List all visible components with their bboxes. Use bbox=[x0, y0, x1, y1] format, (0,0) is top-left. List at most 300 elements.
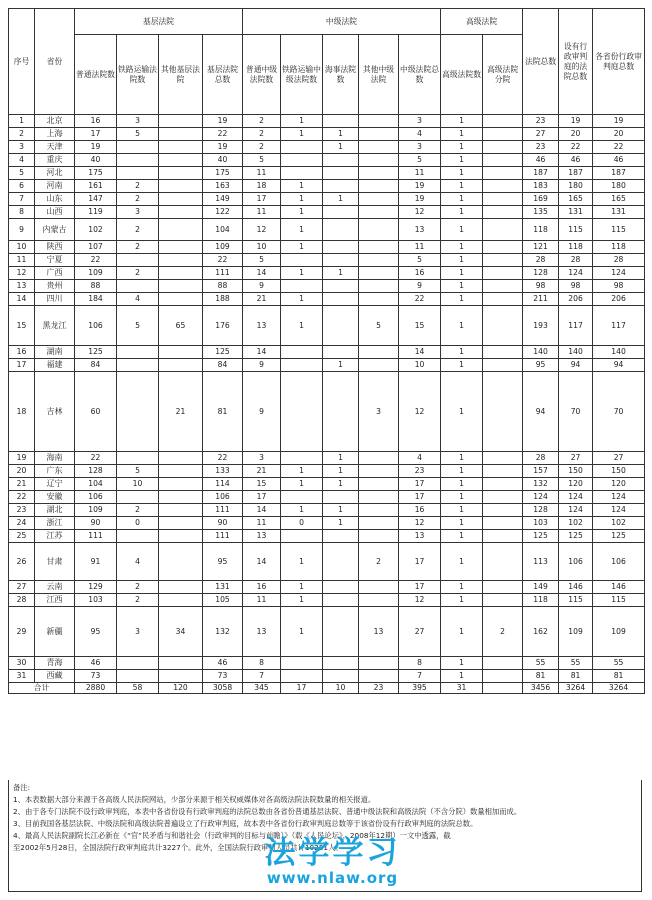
table-cell bbox=[483, 491, 523, 504]
table-cell: 124 bbox=[559, 267, 593, 280]
table-cell: 1 bbox=[281, 478, 323, 491]
total-cell: 3264 bbox=[593, 683, 645, 694]
table-cell: 14 bbox=[243, 267, 281, 280]
table-cell: 22 bbox=[203, 128, 243, 141]
table-cell: 15 bbox=[243, 478, 281, 491]
table-cell: 14 bbox=[243, 543, 281, 581]
table-cell: 180 bbox=[559, 180, 593, 193]
table-cell: 1 bbox=[323, 267, 359, 280]
province-cell: 上海 bbox=[35, 128, 75, 141]
total-cell: 10 bbox=[323, 683, 359, 694]
province-cell: 辽宁 bbox=[35, 478, 75, 491]
table-cell: 1 bbox=[441, 293, 483, 306]
table-cell: 8 bbox=[243, 657, 281, 670]
table-cell bbox=[159, 280, 203, 293]
table-cell: 124 bbox=[593, 267, 645, 280]
watermark-title: 法学学习 bbox=[264, 835, 401, 871]
table-row bbox=[9, 280, 645, 293]
table-cell: 84 bbox=[203, 359, 243, 372]
table-cell bbox=[281, 530, 323, 543]
table-cell: 11 bbox=[243, 594, 281, 607]
table-cell: 5 bbox=[117, 306, 159, 346]
table-cell bbox=[483, 293, 523, 306]
table-cell: 165 bbox=[559, 193, 593, 206]
table-cell: 150 bbox=[559, 465, 593, 478]
table-cell bbox=[483, 280, 523, 293]
table-cell bbox=[159, 128, 203, 141]
col-header-basic-other: 其他基层法院 bbox=[159, 35, 203, 115]
table-cell: 3 bbox=[399, 115, 441, 128]
table-cell: 104 bbox=[75, 478, 117, 491]
province-cell: 山西 bbox=[35, 206, 75, 219]
table-cell: 1 bbox=[281, 504, 323, 517]
table-cell: 22 bbox=[203, 452, 243, 465]
table-cell: 14 bbox=[399, 346, 441, 359]
table-cell bbox=[483, 115, 523, 128]
table-cell: 2 bbox=[243, 128, 281, 141]
table-cell: 1 bbox=[441, 167, 483, 180]
province-cell: 甘肃 bbox=[35, 543, 75, 581]
table-cell: 157 bbox=[523, 465, 559, 478]
table-cell: 125 bbox=[559, 530, 593, 543]
table-cell: 65 bbox=[159, 306, 203, 346]
table-cell: 11 bbox=[399, 167, 441, 180]
table-cell: 0 bbox=[117, 517, 159, 530]
table-cell: 1 bbox=[441, 193, 483, 206]
table-cell bbox=[483, 154, 523, 167]
table-cell: 21 bbox=[243, 465, 281, 478]
table-cell: 13 bbox=[243, 530, 281, 543]
table-cell bbox=[117, 452, 159, 465]
table-cell: 13 bbox=[359, 607, 399, 657]
table-cell: 27 bbox=[399, 607, 441, 657]
table-cell: 20 bbox=[593, 128, 645, 141]
table-cell: 14 bbox=[243, 504, 281, 517]
table-cell: 81 bbox=[559, 670, 593, 683]
table-cell: 149 bbox=[203, 193, 243, 206]
table-cell bbox=[159, 193, 203, 206]
table-cell: 162 bbox=[523, 607, 559, 657]
col-header-inter-total: 中级法院总数 bbox=[399, 35, 441, 115]
table-cell bbox=[359, 154, 399, 167]
table-cell: 5 bbox=[243, 254, 281, 267]
table-cell: 1 bbox=[323, 141, 359, 154]
row-number-cell: 12 bbox=[9, 267, 35, 280]
table-cell: 55 bbox=[559, 657, 593, 670]
table-cell: 2 bbox=[243, 141, 281, 154]
table-cell: 119 bbox=[75, 206, 117, 219]
table-cell: 28 bbox=[523, 452, 559, 465]
table-cell: 165 bbox=[593, 193, 645, 206]
table-cell: 1 bbox=[441, 280, 483, 293]
table-cell: 111 bbox=[203, 504, 243, 517]
table-cell: 1 bbox=[323, 465, 359, 478]
row-number-cell: 5 bbox=[9, 167, 35, 180]
total-cell bbox=[483, 683, 523, 694]
total-cell: 31 bbox=[441, 683, 483, 694]
table-cell bbox=[359, 517, 399, 530]
table-cell bbox=[159, 594, 203, 607]
col-header-high-count: 高级法院数 bbox=[441, 35, 483, 115]
table-cell: 149 bbox=[523, 581, 559, 594]
table-row bbox=[9, 254, 645, 267]
table-cell: 124 bbox=[523, 491, 559, 504]
table-cell bbox=[323, 670, 359, 683]
table-cell: 95 bbox=[523, 359, 559, 372]
table-cell: 70 bbox=[559, 372, 593, 452]
table-cell: 1 bbox=[441, 581, 483, 594]
row-number-cell: 4 bbox=[9, 154, 35, 167]
table-cell: 1 bbox=[441, 657, 483, 670]
table-cell bbox=[359, 128, 399, 141]
row-number-cell: 3 bbox=[9, 141, 35, 154]
table-cell: 1 bbox=[281, 219, 323, 241]
table-cell bbox=[359, 346, 399, 359]
table-cell bbox=[323, 306, 359, 346]
table-cell: 28 bbox=[523, 254, 559, 267]
table-cell: 19 bbox=[75, 141, 117, 154]
table-cell bbox=[281, 141, 323, 154]
table-cell bbox=[281, 280, 323, 293]
table-cell: 175 bbox=[203, 167, 243, 180]
table-cell bbox=[323, 491, 359, 504]
table-row bbox=[9, 581, 645, 594]
table-cell: 1 bbox=[441, 670, 483, 683]
col-header-province: 省份 bbox=[35, 9, 75, 115]
table-cell: 1 bbox=[441, 372, 483, 452]
table-cell bbox=[117, 346, 159, 359]
table-cell: 183 bbox=[523, 180, 559, 193]
table-cell: 128 bbox=[523, 504, 559, 517]
col-header-court-total: 法院总数 bbox=[523, 9, 559, 115]
table-cell: 8 bbox=[399, 657, 441, 670]
table-cell: 140 bbox=[593, 346, 645, 359]
table-cell: 18 bbox=[243, 180, 281, 193]
table-cell bbox=[323, 543, 359, 581]
total-cell: 2880 bbox=[75, 683, 117, 694]
row-number-cell: 14 bbox=[9, 293, 35, 306]
table-row bbox=[9, 206, 645, 219]
table-cell: 90 bbox=[75, 517, 117, 530]
table-cell: 1 bbox=[441, 128, 483, 141]
table-cell bbox=[359, 465, 399, 478]
table-cell bbox=[359, 280, 399, 293]
table-cell bbox=[281, 670, 323, 683]
court-count-table bbox=[8, 8, 645, 694]
table-cell bbox=[483, 219, 523, 241]
table-cell: 125 bbox=[523, 530, 559, 543]
table-cell: 140 bbox=[559, 346, 593, 359]
table-cell bbox=[483, 346, 523, 359]
row-number-cell: 29 bbox=[9, 607, 35, 657]
table-cell bbox=[117, 167, 159, 180]
province-cell: 江西 bbox=[35, 594, 75, 607]
table-cell: 103 bbox=[523, 517, 559, 530]
row-number-cell: 16 bbox=[9, 346, 35, 359]
table-cell bbox=[159, 581, 203, 594]
table-cell: 3 bbox=[117, 206, 159, 219]
table-cell: 120 bbox=[593, 478, 645, 491]
table-cell: 5 bbox=[117, 128, 159, 141]
table-row bbox=[9, 478, 645, 491]
table-cell: 1 bbox=[441, 306, 483, 346]
table-cell: 1 bbox=[323, 517, 359, 530]
province-cell: 广西 bbox=[35, 267, 75, 280]
table-cell bbox=[117, 372, 159, 452]
table-cell: 122 bbox=[203, 206, 243, 219]
table-cell: 132 bbox=[203, 607, 243, 657]
total-cell: 3264 bbox=[559, 683, 593, 694]
table-cell: 124 bbox=[559, 504, 593, 517]
table-cell: 19 bbox=[399, 193, 441, 206]
table-cell bbox=[483, 241, 523, 254]
table-cell: 111 bbox=[75, 530, 117, 543]
table-cell: 102 bbox=[75, 219, 117, 241]
col-header-admin-courts: 设有行政审判庭的法院总数 bbox=[559, 9, 593, 115]
table-cell: 2 bbox=[117, 267, 159, 280]
table-cell bbox=[483, 372, 523, 452]
group-header-basic: 基层法院 bbox=[75, 9, 243, 35]
table-cell: 4 bbox=[399, 128, 441, 141]
table-row bbox=[9, 504, 645, 517]
table-cell: 1 bbox=[281, 128, 323, 141]
table-row bbox=[9, 517, 645, 530]
table-cell: 1 bbox=[441, 267, 483, 280]
table-cell: 146 bbox=[559, 581, 593, 594]
table-cell: 2 bbox=[117, 504, 159, 517]
table-cell bbox=[359, 206, 399, 219]
table-cell bbox=[159, 530, 203, 543]
table-cell: 1 bbox=[441, 504, 483, 517]
table-cell bbox=[483, 128, 523, 141]
table-cell: 28 bbox=[593, 254, 645, 267]
table-cell bbox=[117, 657, 159, 670]
table-row bbox=[9, 306, 645, 346]
table-cell bbox=[159, 504, 203, 517]
court-statistics-sheet bbox=[8, 8, 644, 694]
table-cell: 22 bbox=[75, 452, 117, 465]
col-header-inter-other: 其他中级法院 bbox=[359, 35, 399, 115]
table-cell: 1 bbox=[281, 594, 323, 607]
table-cell bbox=[483, 478, 523, 491]
table-cell bbox=[359, 141, 399, 154]
table-cell: 23 bbox=[523, 141, 559, 154]
table-row bbox=[9, 543, 645, 581]
table-cell bbox=[359, 670, 399, 683]
table-cell: 124 bbox=[593, 491, 645, 504]
table-cell bbox=[483, 465, 523, 478]
table-cell: 73 bbox=[75, 670, 117, 683]
table-row bbox=[9, 372, 645, 452]
table-cell: 21 bbox=[159, 372, 203, 452]
table-cell: 1 bbox=[281, 180, 323, 193]
table-cell: 2 bbox=[117, 180, 159, 193]
row-number-cell: 28 bbox=[9, 594, 35, 607]
table-cell: 102 bbox=[559, 517, 593, 530]
table-cell: 11 bbox=[243, 206, 281, 219]
table-cell: 91 bbox=[75, 543, 117, 581]
table-cell: 46 bbox=[203, 657, 243, 670]
table-cell: 121 bbox=[523, 241, 559, 254]
table-cell bbox=[159, 206, 203, 219]
table-cell: 175 bbox=[75, 167, 117, 180]
table-cell: 16 bbox=[399, 267, 441, 280]
table-cell: 104 bbox=[203, 219, 243, 241]
group-header-high: 高级法院 bbox=[441, 9, 523, 35]
table-cell: 1 bbox=[281, 241, 323, 254]
province-cell: 山东 bbox=[35, 193, 75, 206]
row-number-cell: 24 bbox=[9, 517, 35, 530]
table-cell: 124 bbox=[559, 491, 593, 504]
col-header-no: 序号 bbox=[9, 9, 35, 115]
watermark-logo bbox=[260, 836, 405, 886]
table-cell: 1 bbox=[441, 543, 483, 581]
table-cell: 193 bbox=[523, 306, 559, 346]
table-cell: 124 bbox=[593, 504, 645, 517]
table-cell bbox=[359, 241, 399, 254]
table-cell bbox=[483, 206, 523, 219]
table-cell: 21 bbox=[243, 293, 281, 306]
table-cell: 2 bbox=[117, 193, 159, 206]
table-cell: 19 bbox=[399, 180, 441, 193]
table-cell bbox=[483, 193, 523, 206]
table-cell: 188 bbox=[203, 293, 243, 306]
row-number-cell: 27 bbox=[9, 581, 35, 594]
table-cell bbox=[359, 359, 399, 372]
table-cell bbox=[323, 206, 359, 219]
table-cell: 1 bbox=[281, 607, 323, 657]
table-cell: 11 bbox=[243, 167, 281, 180]
table-cell bbox=[483, 141, 523, 154]
table-cell: 27 bbox=[559, 452, 593, 465]
table-cell: 2 bbox=[483, 607, 523, 657]
table-cell bbox=[281, 491, 323, 504]
province-cell: 黑龙江 bbox=[35, 306, 75, 346]
province-cell: 陕西 bbox=[35, 241, 75, 254]
table-cell bbox=[359, 180, 399, 193]
table-cell: 17 bbox=[243, 491, 281, 504]
table-cell: 17 bbox=[399, 581, 441, 594]
province-cell: 河南 bbox=[35, 180, 75, 193]
table-cell: 113 bbox=[523, 543, 559, 581]
province-cell: 云南 bbox=[35, 581, 75, 594]
table-cell: 2 bbox=[117, 241, 159, 254]
total-label: 合计 bbox=[9, 683, 75, 694]
table-cell: 13 bbox=[243, 306, 281, 346]
table-cell: 150 bbox=[593, 465, 645, 478]
notes-heading: 备注: bbox=[13, 783, 31, 792]
table-cell: 106 bbox=[75, 306, 117, 346]
table-cell: 1 bbox=[441, 241, 483, 254]
table-cell: 1 bbox=[441, 219, 483, 241]
table-cell: 81 bbox=[593, 670, 645, 683]
table-cell: 94 bbox=[593, 359, 645, 372]
col-header-basic-railway: 铁路运输法院数 bbox=[117, 35, 159, 115]
province-cell: 湖南 bbox=[35, 346, 75, 359]
table-row bbox=[9, 154, 645, 167]
table-cell: 1 bbox=[441, 607, 483, 657]
row-number-cell: 26 bbox=[9, 543, 35, 581]
table-cell bbox=[483, 517, 523, 530]
table-cell bbox=[483, 254, 523, 267]
table-cell bbox=[117, 280, 159, 293]
table-cell bbox=[117, 141, 159, 154]
table-cell: 90 bbox=[203, 517, 243, 530]
table-cell: 131 bbox=[203, 581, 243, 594]
table-cell: 1 bbox=[441, 115, 483, 128]
table-cell bbox=[281, 372, 323, 452]
table-cell bbox=[359, 452, 399, 465]
table-cell: 28 bbox=[559, 254, 593, 267]
table-cell: 163 bbox=[203, 180, 243, 193]
table-row bbox=[9, 452, 645, 465]
table-cell bbox=[323, 657, 359, 670]
table-cell: 40 bbox=[75, 154, 117, 167]
table-cell bbox=[323, 530, 359, 543]
table-cell: 115 bbox=[593, 219, 645, 241]
table-cell: 46 bbox=[559, 154, 593, 167]
table-cell: 46 bbox=[75, 657, 117, 670]
table-cell bbox=[359, 491, 399, 504]
table-cell: 98 bbox=[593, 280, 645, 293]
table-cell: 81 bbox=[203, 372, 243, 452]
row-number-cell: 21 bbox=[9, 478, 35, 491]
table-cell bbox=[159, 293, 203, 306]
table-cell: 1 bbox=[441, 154, 483, 167]
table-cell bbox=[323, 280, 359, 293]
total-cell: 17 bbox=[281, 683, 323, 694]
table-cell: 23 bbox=[523, 115, 559, 128]
table-cell: 128 bbox=[75, 465, 117, 478]
table-cell: 98 bbox=[559, 280, 593, 293]
table-cell: 9 bbox=[399, 280, 441, 293]
table-cell: 1 bbox=[441, 346, 483, 359]
note-item: 3、目前我国各基层法院、中级法院和高级法院普遍设立了行政审判庭，故本表中各省份行政审判庭总数等于该省份设有行政审判庭的法院总数。 bbox=[13, 819, 478, 828]
table-cell bbox=[159, 346, 203, 359]
table-cell: 4 bbox=[399, 452, 441, 465]
table-cell: 109 bbox=[203, 241, 243, 254]
table-cell: 1 bbox=[441, 491, 483, 504]
table-cell: 10 bbox=[117, 478, 159, 491]
table-cell: 180 bbox=[593, 180, 645, 193]
table-cell: 120 bbox=[559, 478, 593, 491]
table-cell: 16 bbox=[399, 504, 441, 517]
table-cell: 184 bbox=[75, 293, 117, 306]
province-cell: 浙江 bbox=[35, 517, 75, 530]
province-cell: 海南 bbox=[35, 452, 75, 465]
table-cell: 1 bbox=[441, 517, 483, 530]
table-cell: 118 bbox=[523, 594, 559, 607]
table-cell bbox=[323, 594, 359, 607]
table-row bbox=[9, 670, 645, 683]
table-cell: 17 bbox=[243, 193, 281, 206]
table-cell: 131 bbox=[559, 206, 593, 219]
table-cell bbox=[159, 465, 203, 478]
table-cell: 147 bbox=[75, 193, 117, 206]
table-cell: 13 bbox=[399, 219, 441, 241]
table-cell: 211 bbox=[523, 293, 559, 306]
table-row bbox=[9, 594, 645, 607]
table-cell bbox=[159, 141, 203, 154]
table-row bbox=[9, 267, 645, 280]
col-header-basic-ordinary: 普通法院数 bbox=[75, 35, 117, 115]
row-number-cell: 13 bbox=[9, 280, 35, 293]
table-cell bbox=[159, 478, 203, 491]
row-number-cell: 17 bbox=[9, 359, 35, 372]
table-cell: 118 bbox=[523, 219, 559, 241]
table-cell bbox=[483, 543, 523, 581]
table-cell: 4 bbox=[117, 543, 159, 581]
